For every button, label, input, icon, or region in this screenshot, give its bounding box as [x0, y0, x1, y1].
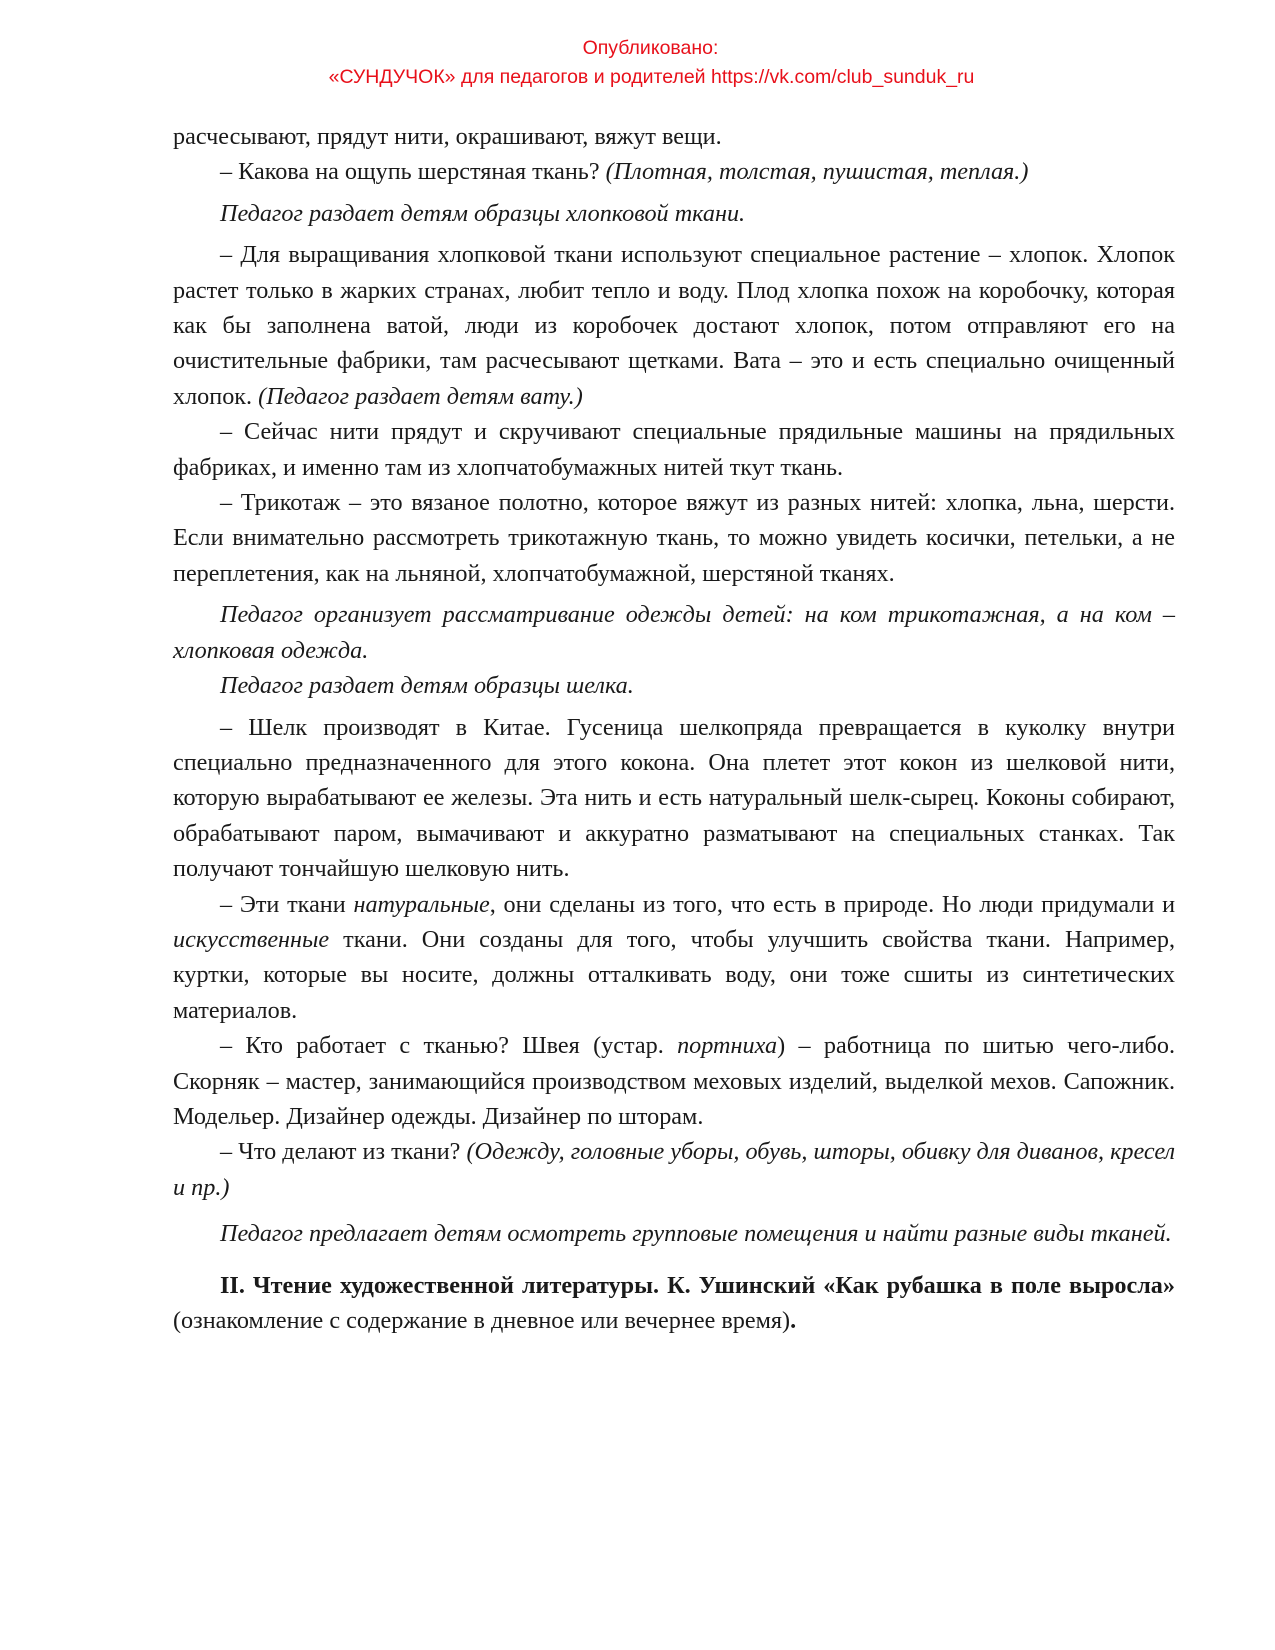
teacher-note: Педагог раздает детям образцы хлопковой ткани.: [220, 199, 746, 227]
paragraph: – Для выращивания хлопковой ткани используют специальное растение – хлопок. Хлопок растет только в жарких странах, любит тепло и воду. Плод хлопка похож на коробочку, которая как бы заполнена ватой, люди из коробочек достают хлопок, потом отправляют его на очистительные фабрики, там расчесывают щетками. Вата – это и есть специально очищенный хлопок. (Педагог раздает детям вату.): [173, 241, 1175, 410]
publication-header: [0, 34, 1275, 92]
paragraph: [173, 154, 1175, 189]
answer-text: (Одежду, головные уборы, обувь, шторы, обивку для диванов, кресел и пр.): [173, 1138, 1176, 1201]
term-artificial: искусственные: [173, 925, 330, 953]
paragraph: – Эти ткани натуральные, они сделаны из того, что есть в природе. Но люди придумали и искусственные ткани. Они созданы для того, чтобы улучшить свойства ткани. Например, куртки, которые вы носите, должны отталкивать воду, они тоже сшиты из синтетических материалов.: [173, 890, 1176, 1024]
term-tailor: портниха: [677, 1032, 778, 1060]
teacher-note: Педагог организует рассматривание одежды детей: на ком трикотажная, а на ком – хлопковая одежда.: [173, 601, 1175, 664]
question-text: – Какова на ощупь шерстяная ткань?: [220, 158, 606, 186]
section-heading: II. Чтение художественной литературы. К. Ушинский «Как рубашка в поле выросла» (ознакомление с содержание в дневное или вечернее время).: [173, 1271, 1175, 1334]
answer-text: (Плотная, толстая, пушистая, теплая.): [605, 158, 1029, 186]
published-label: Опубликовано:: [582, 37, 719, 59]
paragraph: – Шелк производят в Китае. Гусеница шелкопряда превращается в куколку внутри специально предназначенного для этого кокона. Она плетет этот кокон из шелковой нити, которую вырабатывают ее железы. Эта нить и есть натуральный шелк-сырец. Коконы собирают, обрабатывают паром, вымачивают и аккуратно разматывают на специальных станках. Так получают тончайшую шелковую нить.: [173, 713, 1175, 883]
paragraph: расчесывают, прядут нити, окрашивают, вяжут вещи.: [173, 123, 722, 150]
paragraph: [173, 1134, 1175, 1205]
paragraph: – Кто работает с тканью? Швея (устар. портниха) – работница по шитью чего-либо. Скорняк – мастер, занимающийся производством меховых изделий, выделкой мехов. Сапожник. Модельер. Дизайнер одежды. Дизайнер по шторам.: [173, 1032, 1175, 1130]
question-text: – Что делают из ткани?: [220, 1138, 467, 1166]
document-page: [173, 119, 1175, 1338]
teacher-note: Педагог раздает детям образцы шелка.: [220, 672, 634, 700]
teacher-note: Педагог предлагает детям осмотреть групповые помещения и найти разные виды тканей.: [220, 1220, 1172, 1248]
term-natural: натуральные: [353, 890, 490, 918]
paragraph: – Трикотаж – это вязаное полотно, которое вяжут из разных нитей: хлопка, льна, шерсти. Если внимательно рассмотреть трикотажную ткань, то можно увидеть косички, петельки, а не переплетения, как на льняной, хлопчатобумажной, шерстяной тканях.: [173, 489, 1175, 587]
teacher-note: (Педагог раздает детям вату.): [258, 382, 583, 410]
source-line: «СУНДУЧОК» для педагогов и родителей https://vk.com/club_sunduk_ru: [328, 66, 975, 88]
paragraph: – Сейчас нити прядут и скручивают специальные прядильные машины на прядильных фабриках, и именно там из хлопчатобумажных нитей ткут ткань.: [173, 418, 1175, 481]
